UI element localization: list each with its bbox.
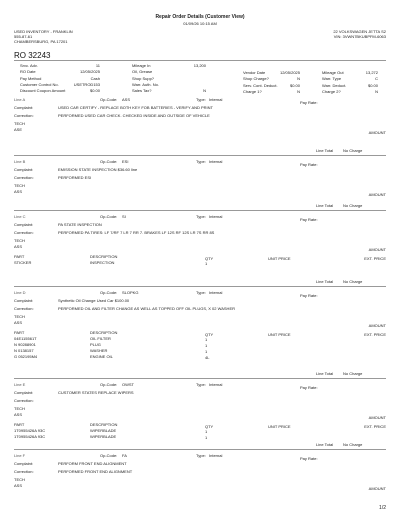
tech-label: TECH [14, 183, 25, 188]
vehicle-vin: VIN: 3VWN7BKUBPFM-6063 [333, 34, 386, 39]
pay-rate-label: Pay Rate: [300, 162, 318, 167]
type-value: Internal [209, 214, 223, 219]
summary-value: $0.00 [289, 82, 300, 88]
summary-value: $0.00 [89, 88, 100, 94]
correction-label: Correction: [14, 306, 34, 311]
correction-label: Correction: [14, 398, 34, 403]
unit-price-header: UNIT PRICE [268, 256, 291, 261]
part-qty: 1 [205, 337, 208, 342]
tech-value: ASS [14, 412, 23, 417]
complaint-label: Complaint: [14, 390, 34, 395]
type-value: Internal [209, 382, 223, 387]
complaint-text: Synthetic Oil Change Used Car $100.00 [58, 298, 130, 303]
part-header: PART [14, 330, 25, 335]
tech-label: TECH [14, 314, 25, 319]
ext-price-header: EXT. PRICE [364, 424, 386, 429]
summary-label: Customer Control No. [20, 81, 59, 87]
type-value: Internal [209, 97, 223, 102]
ext-price-header: EXT. PRICE [364, 256, 386, 261]
summary-value: 12/05/2025 [279, 70, 300, 75]
opcode-label: Op-Code: [100, 214, 118, 219]
print-datetime: 01/09/26 10:15 AM [183, 21, 217, 26]
correction-text: PERFORMED OIL AND FILTER CHANGE AS WELL AS TOPPED OFF OIL PLUGS, X 02 WASHER [58, 306, 236, 311]
opcode-value: FA [122, 453, 127, 458]
part-qty: 1 [205, 429, 208, 434]
dealer-name: USED INVENTORY - FRANKLIN [14, 29, 73, 34]
opcode-label: Op-Code: [100, 290, 118, 295]
line-id: Line D [14, 290, 26, 295]
vehicle-model: 22 VOLKSWAGEN JETTA S2 [333, 29, 386, 34]
dealer-city: CHAMBERSBURG, PA 17201 [14, 39, 68, 44]
correction-text: PERFORMED ESI [58, 175, 92, 180]
amount-label: AMOUNT [368, 130, 386, 135]
complaint-label: Complaint: [14, 461, 34, 466]
unit-price-header: UNIT PRICE [268, 332, 291, 337]
line-id: Line E [14, 382, 26, 387]
tech-value: ASS [14, 320, 23, 325]
summary-label: Srvc. Adv. [20, 63, 38, 68]
complaint-label: Complaint: [14, 105, 34, 110]
summary-value: 13,200 [193, 63, 206, 68]
description-header: DESCRIPTION [90, 330, 118, 335]
document-title: Repair Order Details (Customer View) [155, 14, 245, 20]
part-description: WIPERBLADE [90, 434, 117, 439]
part-number: N 0138157 [14, 348, 34, 353]
summary-label: Charge 1? [243, 88, 262, 94]
amount-label: AMOUNT [368, 192, 386, 197]
amount-label: AMOUNT [368, 323, 386, 328]
type-label: Type: [196, 214, 206, 219]
part-number: 1T0955426A 93C [14, 434, 46, 439]
line-total-value: No Charge [343, 442, 363, 447]
correction-text: PERFORMED FRONT END ALIGNMENT [58, 469, 133, 474]
summary-label: Serv. Cont. Deduct. [243, 82, 278, 88]
description-header: DESCRIPTION [90, 422, 118, 427]
qty-header: QTY [205, 424, 214, 429]
line-id: Line A [14, 97, 26, 102]
opcode-value: SI [122, 214, 126, 219]
summary-label: Shop Charge? [243, 76, 269, 82]
complaint-text: EMISSION STATE INSPECTION $36.60 line [58, 167, 138, 172]
part-number: G 052195M4 [14, 354, 38, 359]
part-description: ENGINE OIL [90, 354, 113, 359]
correction-label: Correction: [14, 175, 34, 180]
summary-value: N [297, 88, 300, 94]
part-description: WIPERBLADE [90, 428, 117, 433]
summary-value: 13,272 [365, 70, 378, 75]
opcode-label: Op-Code: [100, 382, 118, 387]
page-number: 1/2 [379, 505, 386, 511]
summary-label: Discount Coupon Amount [20, 88, 66, 94]
type-value: Internal [209, 453, 223, 458]
line-total-label: Line Total [316, 279, 334, 284]
summary-label: Mileage In [132, 63, 151, 68]
type-label: Type: [196, 97, 206, 102]
line-divider [14, 378, 386, 379]
tech-value: ASE [14, 127, 23, 132]
description-header: DESCRIPTION [90, 254, 118, 259]
dealer-phone: 555-87-61 [14, 34, 33, 39]
summary-label: Warr. Auth. No. [132, 81, 159, 87]
summary-value: N [297, 76, 300, 82]
tech-label: TECH [14, 477, 25, 482]
line-id: Line B [14, 159, 26, 164]
line-total-value: No Charge [343, 279, 363, 284]
summary-value: 12/05/2025 [79, 69, 100, 75]
summary-value: USETROD153 [73, 81, 100, 87]
amount-label: AMOUNT [368, 486, 386, 491]
part-number: N 90288901 [14, 342, 36, 347]
line-total-value: No Charge [343, 148, 363, 153]
summary-label: Oil, Grease [132, 69, 153, 75]
correction-text: PERFORMED USED CAR CHECK. CHECKED INSIDE AND OUTSIDE OF VEHICLE [58, 113, 210, 118]
line-divider [14, 155, 386, 156]
type-value: Internal [209, 290, 223, 295]
summary-label: Warr. Deduct. [322, 82, 347, 88]
opcode-value: OWST [122, 382, 134, 387]
type-value: Internal [209, 159, 223, 164]
tech-label: TECH [14, 238, 25, 243]
part-qty: 1 [205, 261, 208, 266]
pay-rate-label: Pay Rate: [300, 456, 318, 461]
complaint-text: PERFORM FRONT END ALIGNMENT [58, 461, 127, 466]
pay-rate-label: Pay Rate: [300, 100, 318, 105]
opcode-label: Op-Code: [100, 159, 118, 164]
part-qty: 1 [205, 349, 208, 354]
pay-rate-label: Pay Rate: [300, 293, 318, 298]
part-number: 04E115561T [14, 336, 37, 341]
summary-value: 11 [95, 63, 100, 68]
summary-label: Pay Method [20, 75, 42, 81]
ext-price-header: EXT. PRICE [364, 332, 386, 337]
opcode-value: ASS [122, 97, 131, 102]
summary-label: Charge 2? [322, 88, 341, 94]
part-header: PART [14, 422, 25, 427]
part-header: PART [14, 254, 25, 259]
summary-label: Vendor Date [243, 70, 266, 75]
part-qty: 1 [205, 343, 208, 348]
tech-value: ASS [14, 483, 23, 488]
pay-rate-label: Pay Rate: [300, 385, 318, 390]
summary-label: Mileage Out [322, 70, 344, 75]
part-qty: 1 [205, 435, 208, 440]
summary-label: Warr. Type [322, 76, 342, 82]
summary-label: Shop Supp? [132, 75, 155, 81]
part-description: WASHER [90, 348, 108, 353]
summary-value: N [203, 88, 206, 94]
summary-value: C [375, 76, 378, 82]
correction-label: Correction: [14, 469, 34, 474]
summary-value: $0.00 [367, 82, 378, 88]
divider [14, 60, 386, 61]
part-description: PLUG [90, 342, 101, 347]
line-total-label: Line Total [316, 148, 334, 153]
correction-text: PERFORMED PA TIRES: LF 7/RF 7 LR 7 RR 7. BRAKES LF 12S RF 12S LR 7S RR 8S [58, 230, 215, 235]
type-label: Type: [196, 159, 206, 164]
unit-price-header: UNIT PRICE [268, 424, 291, 429]
opcode-label: Op-Code: [100, 97, 118, 102]
line-total-label: Line Total [316, 203, 334, 208]
qty-header: QTY [205, 332, 214, 337]
opcode-value: ESI [122, 159, 129, 164]
part-number: 1T0955426A 93C [14, 428, 46, 433]
type-label: Type: [196, 290, 206, 295]
type-label: Type: [196, 382, 206, 387]
line-id: Line C [14, 214, 26, 219]
type-label: Type: [196, 453, 206, 458]
part-description: INSPECTION [90, 260, 115, 265]
correction-label: Correction: [14, 230, 34, 235]
summary-label: RO Date [20, 69, 36, 75]
part-description: OIL FILTER [90, 336, 111, 341]
part-number: STICKER [14, 260, 32, 265]
summary-value: Cash [90, 75, 100, 81]
correction-label: Correction: [14, 113, 34, 118]
amount-label: AMOUNT [368, 247, 386, 252]
part-qty: 4L [205, 355, 210, 360]
line-total-label: Line Total [316, 442, 334, 447]
complaint-text: CUSTOMER STATES REPLACE WIPERS [58, 390, 134, 395]
tech-value: ASS [14, 189, 23, 194]
summary-value: N [375, 88, 378, 94]
opcode-value: SLOPKG [122, 290, 139, 295]
line-total-value: No Charge [343, 371, 363, 376]
opcode-label: Op-Code: [100, 453, 118, 458]
complaint-label: Complaint: [14, 222, 34, 227]
line-id: Line F [14, 453, 26, 458]
qty-header: QTY [205, 256, 214, 261]
line-divider [14, 286, 386, 287]
ro-number: RO 32243 [14, 51, 51, 60]
line-divider [14, 449, 386, 450]
summary-label: Sales Tax? [132, 88, 152, 94]
tech-label: TECH [14, 121, 25, 126]
tech-value: ASS [14, 244, 23, 249]
line-total-label: Line Total [316, 371, 334, 376]
tech-label: TECH [14, 406, 25, 411]
complaint-text: PA STATE INSPECTION [58, 222, 102, 227]
complaint-label: Complaint: [14, 298, 34, 303]
complaint-text: USED CAR CERTIFY - REPLACE BOTH KEY FOB BATTERIES - VERIFY AND PRINT [58, 105, 213, 110]
complaint-label: Complaint: [14, 167, 34, 172]
line-divider [14, 210, 386, 211]
pay-rate-label: Pay Rate: [300, 217, 318, 222]
amount-label: AMOUNT [368, 415, 386, 420]
line-total-value: No Charge [343, 203, 363, 208]
